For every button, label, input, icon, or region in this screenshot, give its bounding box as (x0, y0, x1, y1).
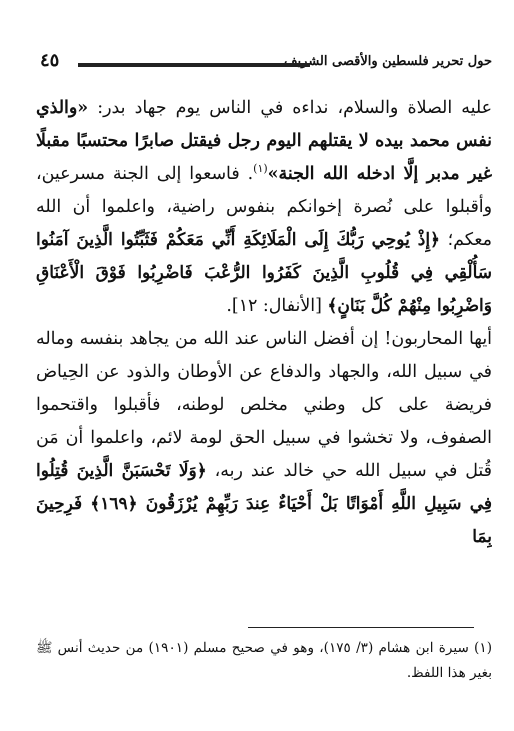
footnote-reference[interactable]: (١) (253, 162, 268, 176)
footnote-separator (248, 627, 474, 628)
paragraph-1 (36, 92, 492, 323)
hadith-quote: «والذي نفس محمد بيده لا يقتلهم اليوم رجل فيقتل صابرًا محتسبًا مقبلًا غير مدبر إلَّا ادخله الله الجنة» (36, 98, 492, 184)
paragraph-2-text: أيها المحاربون! إن أفضل الناس عند الله من يجاهد بنفسه وماله في سبيل الله، والجهاد والدفاع عن الأوطان والذود عن الحِياض فريضة على كل وطني مخلص لوطنه، فأقبلوا واقتحموا الصفوف، ولا تخشوا في سبيل الحق لومة لائم، واعلموا أن مَن قُتل في سبيل الله حي خالد عند ربه، (36, 329, 492, 481)
paragraph-2 (36, 323, 492, 554)
running-header (40, 50, 492, 78)
paragraph-1-continuation: . فاسعوا إلى الجنة مسرعين، وأقبلوا على نُصرة إخوانكم بنفوس راضية، واعلموا أن الله معكم؛ (36, 164, 492, 250)
footnotes (36, 636, 492, 686)
quran-verse-anfal: ﴿إِذْ يُوحِي رَبُّكَ إِلَى الْمَلَائِكَةِ أَنِّي مَعَكُمْ فَثَبِّتُوا الَّذِينَ آمَنُوا سَأُلْقِي فِي قُلُوبِ الَّذِينَ كَفَرُوا الرُّعْبَ فَاضْرِبُوا فَوْقَ الْأَعْنَاقِ وَاضْرِبُوا مِنْهُمْ كُلَّ بَنَانٍ﴾ (36, 230, 492, 316)
quran-reference-anfal: [الأنفال: ١٢]. (226, 296, 328, 316)
header-title: حول تحرير فلسطين والأقصى الشريف (284, 54, 492, 69)
main-text (36, 92, 492, 612)
header-rule (78, 63, 310, 67)
footnote-1: (١) سيرة ابن هشام (٣/ ١٧٥)، وهو في صحيح مسلم (١٩٠١) من حديث أنس ﷺ بغير هذا اللفظ. (36, 640, 492, 681)
page-number: ٤٥ (40, 50, 60, 71)
paragraph-1-intro: عليه الصلاة والسلام، نداءه في الناس يوم جهاد بدر: (88, 98, 492, 118)
quran-verse-imran: ﴿وَلَا تَحْسَبَنَّ الَّذِينَ قُتِلُوا فِي سَبِيلِ اللَّهِ أَمْوَاتًا بَلْ أَحْيَاءٌ عِندَ رَبِّهِمْ يُرْزَقُونَ ﴿١٦٩﴾ فَرِحِينَ بِمَا (36, 461, 492, 547)
